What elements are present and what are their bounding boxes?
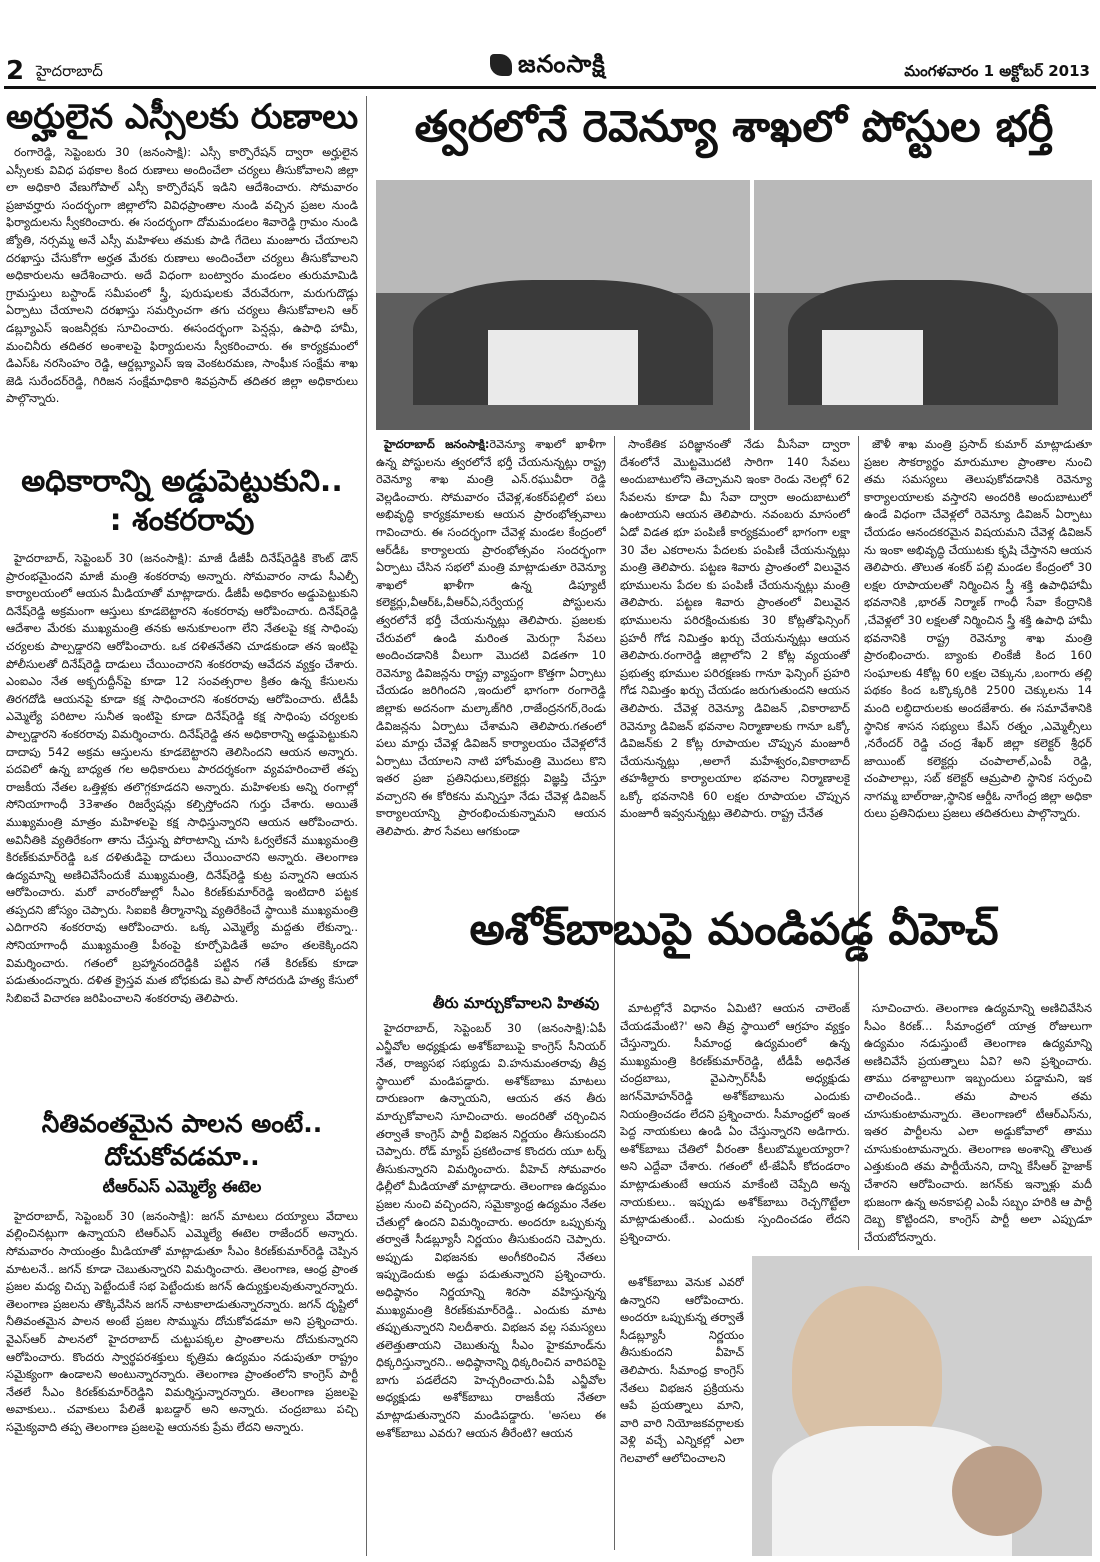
issue-date: మంగళవారం 1 అక్టోబర్ 2013 — [904, 62, 1090, 80]
story-headline-line2: దోచుకోవడమా.. — [104, 1141, 260, 1171]
story-paragraph: జౌళీ శాఖ మంత్రి ప్రసాద్ కుమార్ మాట్లాడుతూ ప్రజల సౌకర్యార్థం మారుమూల ప్రాంతాల నుంచి తమ సమస్యలు తెలుపుకోవడానికి రెవెన్యూ కార్యాలయాలకు వస్తారని అందరికి అందుబాటులో ఉండే విధంగా చేవెళ్లలో రెవెన్యూ డివిజన్ ఏర్పాటు చేయడం ఆనందకరమైన విషయమని చేవెళ్ల డివిజన్ ను ఇంకా అభివృద్ధి చేయుటకు కృషి చేస్తానని ఆయన తెలిపారు. తొలుత శంకర్ పల్లి మండల కేంద్రంలో 30 లక్షల రూపాయలతో నిర్మించిన స్త్రీ శక్తి ఉపాధిహామీ భవనానికి ,భారత్ నిర్మాణ్ గాంధీ సేవా కేంద్రానికి ,చేవెళ్లలో 30 లక్షలతో నిర్మించిన స్త్రీ శక్తి ఉపాధి హామీ భవనానికి రాష్ట్ర రెవెన్యూ శాఖ మంత్రి ప్రారంభించారు. బ్యాంకు లింకేజీ కింద 160 సంఘాలకు 4కోట్ల 60 లక్షల చెక్కును ,బంగారు తల్లి పథకం కింద ఒక్కొక్కరికి 2500 చెక్కులను 14 మంది లబ్ధిదారులకు అందజేశారు. ఈ సమావేశానికి స్థానిక శాసన సభ్యులు కేఎస్ రత్నం ,ఎమ్మెల్సీలు ,నరేందర్ రెడ్డి చంద్ర శేఖర్ జిల్లా కలెక్టర్ శ్రీధర్ జాయింట్ కలెక్టర్లు చంపాలాల్,ఎంపీ రెడ్డి, చంపాలాల్లు, సబ్ కలెక్టర్ ఆమ్రపాలి స్థానిక సర్పంచి నాగమ్మ బాల్‌రాజు,స్థానిక ఆర్డీఓ నాగేంద్ర జిల్లా అధికా రులు ప్రతినిధులు ప్రజలు తదితరులు పాల్గొన్నారు. — [864, 437, 1092, 821]
story-headline-line2: : శంకరరావు — [109, 502, 255, 538]
event-photo-cheque — [376, 180, 750, 430]
story-body — [6, 550, 358, 1095]
story-paragraph: సూచించారు. తెలంగాణ ఉద్యమాన్ని అణిచివేసిన సీఎం కిరణ్... సీమాంధ్రలో యాత్ర రోజులుగా ఉద్యమం నడుస్తుంటే తెలంగాణ ఉద్యమాన్ని అణిచివేసే ప్రయత్నాలు ఏవి? అని ప్రశ్నించారు. తాము దశాబ్దాలుగా ఇబ్బందులు పడ్డామని, ఇక చాలించండి.. తమ పాలన తమ చూసుకుంటామన్నారు. తెలంగాణలో టీఆర్ఎస్‌ను, ఇతర పార్టీలను ఎలా అడ్డుకోవాలో తాము చూసుకుంటామన్నారు. తెలంగాణ అంశాన్ని తొలుత ఎత్తుకుంది తమ పార్టీయేనని, దాన్ని కేసీఆర్ హైజాక్ చేశారని ఆరోపించారు. జగన్‌కు ఇన్నాళ్లు మదీ భుజంగా ఉన్న అనకాపల్లి ఎంపీ సబ్బం హరికి ఆ పార్టీ దెబ్బ కొట్టిందని, కాంగ్రెస్ పార్టీ అలా ఎప్పుడూ చేయబోదన్నారు. — [864, 1001, 1092, 1244]
story-paragraph: హైదరాబాద్, సెప్టెంబర్ 30 (జనంసాక్షి): మాజీ డీజీపీ దినేష్‌రెడ్డికి కౌంట్ డౌన్ ప్రారంభమైందని మాజీ మంత్రి శంకరరావు అన్నారు. సోమవారం నాడు సీఎల్పీ కార్యాలయంలో ఆయన మీడియాతో మాట్లాడారు. డీజీపీ అధికారం అడ్డుపెట్టుకుని దినేష్‌రెడ్డి అక్రమంగా ఆస్తులు కూడబెట్టారని శంకరరావు ఆరోపించారు. దినేష్‌రెడ్డి ఆదేశాల మేరకు ముఖ్యమంత్రి తనకు అనుకూలంగా లేని నేతలపై కక్ష సాధింపు చర్యలకు పాల్పడ్డారని ఆరోపించారు. ఒక దళితనేతని చూడకుండా తన ఇంటిపై పోలీసులతో దినేష్‌రెడ్డి దాడులు చేయించారని శంకరరావు ఆవేదన వ్యక్తం చేశారు. ఎంఐఎం నేత అక్బరుద్దీన్‌పై కూడా 12 సంవత్సరాల క్రితం ఉన్న కేసులను తిరగదోడి ఆయనపై కూడా కక్ష సాధించారని శంకరరావు ఆరోపించారు. టీడీపీ ఎమ్మెల్యే పరిటాల సునీత ఇంటిపై కూడా దినేష్‌రెడ్డి కక్ష సాధింపు చర్యలకు పాల్పడ్డారని శంకరరావు విమర్శించారు. దినేష్‌రెడ్డి తన అధికారాన్ని అడ్డుపెట్టుకుని దాదాపు 542 అక్రమ ఆస్తులను కూడబెట్టారని తెలిసిందని ఆయన అన్నారు. పదవిలో ఉన్న బాధ్యత గల అధికారులు పారదర్శకంగా వ్యవహరించాలే తప్ప రాజకీయ నేతల ఒత్తిళ్లకు తలొగ్గకూడదని అన్నారు. మహిళలకు అన్ని రంగాల్లో సోనియాగాంధీ 33శాతం రిజర్వేషన్లు కల్పిస్తోందని గుర్తు చేశారు. అయితే ముఖ్యమంత్రి మాత్రం మహిళలపై కక్ష సాధిస్తున్నారని ఆయన ఆరోపించారు. అవినీతికి వ్యతిరేకంగా తాను చేస్తున్న పోరాటాన్ని చూసి ఓర్వలేకనే ముఖ్యమంత్రి కిరణ్‌కుమార్‌రెడ్డి ఒక దళితుడిపై దాడులు చేయించారని అన్నారు. తెలంగాణ ఉద్యమాన్ని అణిచివేసేందుకే ముఖ్యమంత్రి, దినేష్‌రెడ్డి కుట్ర పన్నారని ఆయన ఆరోపించారు. మరో వారంరోజుల్లో సీఎం కిరణ్‌కుమార్‌రెడ్డి ఇంటిదారి పట్టక తప్పదని జోస్యం చెప్పారు. సిఐఐకి తీర్మానాన్ని వ్యతిరేకించే స్థాయికి ముఖ్యమంత్రి ఎదిగారని శంకరరావు ఆరోపించారు. ఒక్క ఎమ్మెల్యే మద్దతు లేకున్నా.. సోనియాగాంధీ ముఖ్యమంత్రి పీఠంపై కూర్చోపెడితే అహం తలకెక్కిందని విమర్శించారు. గతంలో బ్రహ్మానందరెడ్డికి పట్టిన గతే కిరణ్‌కు కూడా పడుతుందన్నారు. దళిత క్రైస్తవ మత బోధకుడు కెఎ పాల్ సోదరుడి హత్య కేసులో సిబిఐచే విచారణ జరిపించాలని శంకరరావు తెలిపారు. — [6, 551, 358, 1005]
story-paragraph: హైదరాబాద్, సెప్టెంబర్ 30 (జనంసాక్షి): జగన్ మాటలు దయ్యాలు వేదాలు వల్లించినట్లుగా ఉన్నాయని టిఆర్ఎస్ ఎమ్మెల్యే ఈటెల రాజేందర్ అన్నారు. సోమవారం సాయంత్రం మీడియాతో మాట్లాడుతూ సీఎం కిరణ్‌కుమార్‌రెడ్డి చెప్పిన మాటలనే.. జగన్ కూడా చెబుతున్నారని విమర్శించారు. తెలంగాణ, ఆంధ్ర ప్రాంత ప్రజల మధ్య చిచ్చు పెట్టేందుకే సభ పెట్టేందుకు జగన్ ఉద్యుక్తులవుతున్నారన్నారు. తెలంగాణ ప్రజలను తొక్కివేసిన జగన్ నాటకాలాడుతున్నారన్నారు. జగన్ దృష్టిలో నీతివంతమైన పాలన అంటే ప్రజల సొమ్మును దోచుకోవడమా అని ప్రశ్నించారు. వైఎస్‌ఆర్ పాలనలో హైదరాబాద్ చుట్టుపక్కల ప్రాంతాలను దోచుకున్నారని ఆరోపించారు. కొందరు స్వార్థపరశక్తులు కృత్రిమ ఉద్యమం నడుపుతూ రాష్ట్రం సమైక్యంగా ఉండాలని అంటున్నారన్నారు. తెలంగాణ ప్రాంతంలోని కాంగ్రెస్ పార్టీ నేతలే సీఎం కిరణ్‌కుమార్‌రెడ్డిని విమర్శిస్తున్నారన్నారు. తెలంగాణ ప్రజలపై అవాకులు.. చవాకులు పేలితే ఖబడ్దార్ అని అన్నారు. చంద్రబాబు పచ్చి సమైక్యవాది తప్ప తెలంగాణ ప్రజలపై ఆయనకు ప్రేమ లేదని అన్నారు. — [6, 1208, 358, 1435]
logo-icon — [490, 54, 512, 76]
story-paragraph: మాటల్లోనే విధానం ఏమిటి? ఆయన చాలెంజ్ చేయడమేంటి?' అని తీవ్ర స్థాయిలో ఆగ్రహం వ్యక్తం చేస్తున్నారు. సీమాంధ్ర ఉద్యమంలో ఉన్న ముఖ్యమంత్రి కిరణ్‌కుమార్‌రెడ్డి, టీడీపీ అధినేత చంద్రబాబు, వైఎస్సార్‌సీపీ అధ్యక్షుడు జగన్‌మోహన్‌రెడ్డి అశోక్‌బాబును ఎందుకు నియంత్రించడం లేదని ప్రశ్నించారు. సీమాంధ్రలో ఇంత పెద్ద నాయకులు ఉండి ఏం చేస్తున్నారని అడిగారు. అశోక్‌బాబు చేతిలో వీరంతా కీలుబొమ్మలయ్యారా? అని ఎద్దేవా చేశారు. గతంలో టీ-జేఏసీ కోదండరాం మాట్లాడుతుంటే ఆయన మాకేంటి చెప్పేది అన్న నాయకులు.. ఇప్పుడు అశోక్‌బాబు రెచ్చగొట్టేలా మాట్లాడుతుంటే.. ఎందుకు స్పందించడం లేదని ప్రశ్నించారు. — [620, 1001, 850, 1244]
event-photo-plaque — [754, 180, 1092, 430]
story-paragraph: రంగారెడ్డి, సెప్టెంబరు 30 (జనంసాక్షి): ఎస్సీ కార్పొరేషన్ ద్వారా అర్హులైన ఎస్సీలకు వివిధ పథకాల కింద రుణాలు అందించేలా చర్యలు తీసుకోవాలని జిల్లా లా అధికారి వేణుగోపాల్ ఎస్సీ కార్పొరేషన్ ఇడిని ఆదేశించారు. సోమవారం ప్రజావర్హారు సందర్భంగా జిల్లాలోని వివిధప్రాంతాల నుండి వచ్చిన ప్రజల నుండి ఫిర్యాదులను స్వీకరించారు. ఈ సందర్భంగా దోమమండలం శివారెడ్డి గ్రామం నుండి జ్యోతి, నర్సమ్మ అనే ఎస్సీ మహిళలు తమకు పాడి గేదెలు మంజూరు చేయాలని దరఖాస్తు చేసుకోగా అర్హత మేరకు రుణాలు అందించేలా చర్యలు తీసుకోవాలని అధికారులను ఆదేశించారు. అదే విధంగా బంట్వారం మండలం తురుమామిడి గ్రామస్తులు బస్టాండ్ సమీపంలో స్త్రీ, పురుషులకు వేరువేరుగా, మరుగుదొడ్లు ఏర్పాటు చేయాలని దరఖాస్తు సమర్పించగా తగు చర్యలు తీసుకోవాలని ఆర్ డబ్ల్యూఎస్ ఇంజనీర్లకు సూచించారు. ఈసందర్భంగా పెన్షన్లు, ఉపాధి హామీ, మంచినీరు తదితర అంశాలపై ఫిర్యాదులను స్వీకరించారు. ఈ కార్యక్రమంలో డిఎస్ఓ నరసింహం రెడ్డి, ఆర్డబ్ల్యూఎస్ ఇఇ వెంకటరమణ, సాంఘీక సంక్షేమ శాఖ జెడి సురేందర్‌రెడ్డి, గిరిజన సంక్షేమాధికారి శివప్రసాద్ తదితర జిల్లా అధికారులు పాల్గొన్నారు. — [6, 145, 358, 406]
story-column-1 — [376, 1020, 606, 1556]
story-paragraph: సాంకేతిక పరిజ్ఞానంతో నేడు మీసేవా ద్వారా దేశంలోనే మొట్టమొదటి సారిగా 140 సేవలు అందుబాటులోని తెచ్చామని ఇంకా రెండు నెలల్లో 62 సేవలను కూడా మీ సేవా ద్వారా అందుబాటులో ఉంటాయని ఆయన తెలిపారు. నవంబరు మాసంలో ఏడో విడత భూ పంపిణీ కార్యక్రమంలో భాగంగా లక్షా 30 వేల ఎకరాలను పేదలకు పంపిణీ చేయనున్నట్లు మంత్రి తెలిపారు. పట్టణ శివారు ప్రాంతంలో విలువైన భూములను పేదల కు పంపిణీ చేయనున్నట్లు మంత్రి తెలిపారు. పట్టణ శివారు ప్రాంతంలో విలువైన భూములను పరిరక్షించుకుకు 30 కోట్లతోఫెన్సింగ్ ప్రహరీ గోడ నిమిత్తం ఖర్చు చేయనున్నట్లు ఆయన తెలిపారు.రంగారెడ్డి జిల్లాలోని 2 కోట్ల వ్యయంతో ప్రభుత్వ భూముల పరిరక్షణకు గానూ ఫెన్సింగ్ ప్రహరి గోడ నిమిత్తం ఖర్చు చేయడం జరుగుతుందని ఆయన తెలిపారు. చేవెళ్ల రెవెన్యూ డివిజన్ ,వికారాబాద్ రెవెన్యూ డివిజన్ భవనాల నిర్మాణాలకు గానూ ఒక్కో డివిజన్‌కు 2 కోట్ల రూపాయల చొప్పున మంజూరీ చేయనున్నట్లు ,అలాగే మహేశ్వరం,వికారాబాద్ తహశీల్దారు కార్యాలయాల భవనాల నిర్మాణాలకై ఒక్కో భవనానికి 60 లక్షల రూపాయల చొప్పున మంజూరీ ఇవ్వనున్నట్లు తెలిపారు. రాష్ట్ర చేనేత — [620, 437, 850, 821]
story-headline: త్వరలోనే రెవెన్యూ శాఖలో పోస్టుల భర్తీ — [414, 102, 1054, 152]
story-headline: అధికారాన్ని అడ్డుపెట్టుకుని.. — [21, 464, 343, 499]
story-paragraph: అశోక్‌బాబు వెనుక ఎవరో ఉన్నారని ఆరోపించారు. అందరూ ఒప్పుకున్న తర్వాతే సీడబ్ల్యూసీ నిర్ణయం తీసుకుందని వీహెచ్ తెలిపారు. సీమాంధ్ర కాంగ్రెస్ నేతలు విభజన ప్రక్రియను ఆపే ప్రయత్నాలు మాని, వారి వారి నియోజకవర్గాలకు వెళ్లి వచ్చే ఎన్నికల్లో ఎలా గెలవాలో ఆలోచించాలని — [620, 1275, 744, 1465]
story-column-3 — [864, 1000, 1092, 1250]
story-column-2-continued — [620, 1274, 744, 1556]
column-divider — [858, 1000, 859, 1250]
story-body — [6, 1208, 358, 1538]
story-headline: అర్హులైన ఎస్సీలకు రుణాలు — [6, 97, 359, 137]
story-dateline: హైదరాబాద్ జనంసాక్షి: — [384, 437, 490, 451]
story-column-2 — [620, 1000, 850, 1270]
story-shankar-rao — [6, 465, 358, 1095]
logo-text: జనంసాక్షి — [518, 50, 606, 78]
story-paragraph: హైదరాబాద్ జనంసాక్షి:రెవెన్యూ శాఖలో ఖాళీగా ఉన్న పోస్టులను త్వరలోనే భర్తీ చేయనున్నట్లు రాష్ట్ర రెవెన్యూ శాఖ మంత్రి ఎన్.రఘువీరా రెడ్డి వెల్లడించారు. సోమవారం చేవెళ్ల,శంకర్‌పల్లిలో పలు అభివృద్ధి కార్యక్రమాలకు ఆయన ప్రారంభోత్సవాలు గావించారు. ఈ సందర్భంగా చేవెళ్ల మండల కేంద్రంలో ఆర్‌డీఓ కార్యాలయ ప్రారంభోత్సవం సందర్భంగా ఏర్పాటు చేసిన సభలో మంత్రి మాట్లాడుతూ రెవెన్యూ శాఖలో ఖాళీగా ఉన్న డిప్యూటీ కలెక్టర్లు,వీఆర్‌ఓ,వీఆర్‌ఏ,సర్వేయర్ల పోస్టులను త్వరలోనే భర్తీ చేయనున్నట్లు తెలిపారు. ప్రజలకు చేరువలో ఉండి మరింత మెరుగ్గా సేవలు అందించడానికి వీలుగా మొదటి విడతగా 10 రెవెన్యూ డివిజన్లను రాష్ట్ర వ్యాప్తంగా కొత్తగా ఏర్పాటు చేయడం జరిగిందని ,ఇందులో భాగంగా రంగారెడ్డి జిల్లాకు అదనంగా మల్కాజ్‌గిరి ,రాజేంద్రనగర్,రెండు డివిజన్లను ఏర్పాటు చేశామని తెలిపారు.గతంలో పలు మార్లు చేవెళ్ల డివిజన్ కార్యాలయం చేవెళ్లలోనే ఏర్పాటు చేయాలని నాటి హోంమంత్రి మొదలు కొని ఇతర ప్రజా ప్రతినిధులు,కలెక్టర్లు విజ్ఞప్తి చేస్తూ వచ్చారని ఈ కోరికను మన్నిస్తూ నేడు చేవెళ్ల డివిజన్ కార్యాలయాన్ని ప్రారంభించుకున్నామని ఆయన తెలిపారు. పౌర సేవలు ఆగకుండా — [376, 437, 606, 839]
edition-city: హైదరాబాద్ — [36, 62, 103, 80]
column-divider — [614, 1000, 615, 1550]
masthead-rule — [4, 86, 1096, 89]
masthead — [0, 0, 1100, 90]
column-divider — [366, 96, 367, 1556]
vh-portrait-photo — [752, 1256, 1092, 1556]
story-subhead: తీరు మార్చుకోవాలని హితవు — [432, 994, 600, 1012]
story-etela — [6, 1110, 358, 1538]
story-byline: టీఆర్ఎస్ ఎమ్మెల్యే ఈటెల — [102, 1176, 262, 1196]
page-number: 2 — [6, 56, 25, 86]
story-headline: అశోక్‌బాబుపై మండిపడ్డ వీహెచ్ — [469, 904, 999, 955]
newspaper-logo — [490, 50, 606, 84]
story-paragraph: హైదరాబాద్, సెప్టెంబర్ 30 (జనంసాక్షి):ఏపీ ఎన్జీవోల అధ్యక్షుడు అశోక్‌బాబుపై కాంగ్రెస్ సీనియర్ నేత, రాజ్యసభ సభ్యుడు వి.హనుమంతరావు తీవ్ర స్థాయిలో మండిపడ్డారు. అశోక్‌బాబు మాటలు దారుణంగా ఉన్నాయని, ఆయన తన తీరు మార్చుకోవాలని సూచించారు. అందరితో చర్చించిన తర్వాతే కాంగ్రెస్ పార్టీ విభజన నిర్ణయం తీసుకుందని చెప్పారు. రోడ్ మ్యాప్ ప్రకటించాక కొందరు యూ టర్న్ తీసుకున్నారని విమర్శించారు. వీహెచ్ సోమవారం ఢిల్లీలో మీడియాతో మాట్లాడారు. తెలంగాణ ఉద్యమం ప్రజల నుంచి వచ్చిందని, సమైక్యాంధ్ర ఉద్యమం నేతల చేతుల్లో ఉందని విమర్శించారు. అందరూ ఒప్పుకున్న తర్వాతే సీడబ్ల్యూసీ నిర్ణయం తీసుకుందని చెప్పారు. అప్పుడు విభజనకు అంగీకరించిన నేతలు ఇప్పుడెందుకు అడ్డు పడుతున్నారని ప్రశ్నించారు. అధిష్ఠానం నిర్ణయాన్ని శిరసా వహిస్తున్నన్న ముఖ్యమంత్రి కిరణ్‌కుమార్‌రెడ్డి.. ఎందుకు మాట తప్పుతున్నారని నిలదీశారు. విభజన వల్ల సమస్యలు తలెత్తుతాయని చెబుతున్న సీఎం హైకమాండ్‌ను ధిక్కరిస్తున్నారని.. అధిష్ఠానాన్ని ధిక్కరించిన వారిపరిపై బాగు పడలేదని హెచ్చరించారు.ఏపీ ఎన్జీవోల అధ్యక్షుడు అశోక్‌బాబు రాజకీయ నేతలా మాట్లాడుతున్నారని మండిపడ్డారు. 'అసలు ఈ అశోక్‌బాబు ఎవరు? ఆయన తీరేంటి? ఆయన — [376, 1021, 606, 1440]
story-headline: నీతివంతమైన పాలన అంటే.. — [41, 1109, 323, 1138]
